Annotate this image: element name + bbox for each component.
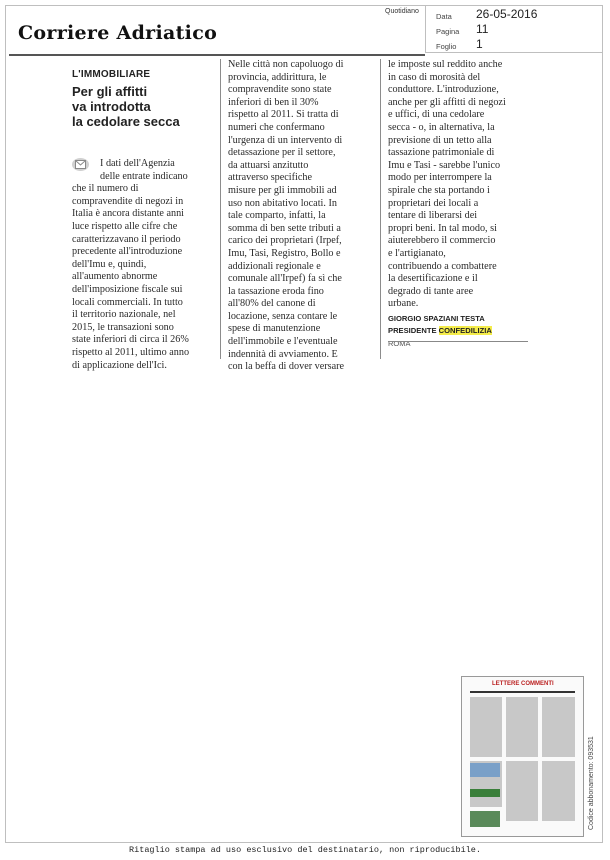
article-column-3	[388, 59, 528, 351]
thumbnail-section-title: LETTERE COMMENTI	[492, 681, 554, 687]
text-line: e l'artigianato,	[388, 247, 446, 259]
data-value: 26-05-2016	[476, 7, 538, 21]
text-line: il territorio nazionale, nel	[72, 309, 176, 321]
subscription-code-text: Codice abbonamento: 093531	[588, 736, 595, 830]
text-line: 2015, le transazioni sono	[72, 321, 174, 333]
text-line: rispetto al 2011. Si tratta di	[228, 109, 339, 121]
masthead: Corriere Adriatico	[18, 22, 218, 44]
text-line: Italia è ancora distante anni	[72, 208, 185, 220]
text-line: tassazione patrimoniale di	[388, 147, 495, 159]
text-line: all'80% del canone di	[228, 298, 316, 310]
masthead-rule	[9, 54, 425, 56]
text-line: degrado di tante aree	[388, 285, 474, 297]
foglio-value: 1	[476, 37, 483, 51]
dateline-city: ROMA	[388, 339, 411, 349]
footer-notice: Ritaglio stampa ad uso esclusivo del destinatario, non riproducibile.	[129, 845, 481, 855]
text-line: aiuterebbero il commercio	[388, 235, 496, 247]
text-line: con la beffa di dover versare	[228, 361, 345, 373]
signature-role-line	[388, 325, 528, 338]
article-headline	[72, 84, 212, 129]
data-label: Data	[436, 12, 452, 21]
text-line: somma di ben sette tributi a	[228, 222, 341, 234]
text-line: conduttore. L'introduzione,	[388, 84, 499, 96]
text-line: comunale all'Irpef) fa sì che	[228, 273, 342, 285]
signature-rule	[388, 341, 528, 342]
headline-line: va introdotta	[72, 99, 151, 114]
column-divider	[380, 59, 381, 359]
text-line: tale comparto, infatti, la	[228, 210, 326, 222]
text-line: carico dei proprietari (Irpef,	[228, 235, 342, 247]
text-line: compravendite di negozi in	[72, 195, 184, 207]
text-line: propri beni. In tal modo, si	[388, 222, 497, 234]
text-line: Nelle città non capoluogo di	[228, 59, 344, 70]
text-line: dell'immobile e l'eventuale	[228, 336, 338, 348]
text-line: attraverso specifiche	[228, 172, 313, 184]
text-line: provincia, addirittura, le	[228, 71, 327, 83]
text-line: di applicazione dell'Ici.	[72, 359, 167, 371]
text-line: locazione, senza contare le	[228, 310, 338, 322]
text-line: addizionali regionale e	[228, 260, 321, 272]
text-line: l'urgenza di un intervento di	[228, 134, 343, 146]
text-line: secca - o, in alternativa, la	[388, 121, 495, 133]
text-line: la desertificazione e il	[388, 273, 478, 285]
headline-line: la cedolare secca	[72, 114, 180, 129]
foglio-label: Foglio	[436, 42, 457, 51]
quotidiano-label: Quotidiano	[385, 8, 419, 15]
text-line: contribuendo a combattere	[388, 260, 497, 272]
text-line: precedente all'introduzione	[72, 246, 183, 258]
text-line: Imu, Tasi, Registro, Bollo e	[228, 247, 341, 259]
article-kicker: L'IMMOBILIARE	[72, 69, 151, 80]
subscription-code	[588, 700, 600, 830]
text-line: spirale che sta portando i	[388, 184, 490, 196]
text-line: e uffici, di una cedolare	[388, 109, 485, 121]
text-line: I dati dell'Agenzia	[100, 158, 175, 169]
text-line: tentare di liberarsi dei	[388, 210, 478, 222]
text-line: spese di manutenzione	[228, 323, 321, 335]
text-line: anche per gli affitti di negozi	[388, 96, 506, 108]
text-line: urbane.	[388, 298, 419, 310]
text-line: indennità di avviamento. E	[228, 348, 338, 360]
text-line: la tassazione eroda fino	[228, 285, 324, 297]
text-line: locali commerciali. In tutto	[72, 296, 183, 308]
text-line: in caso di morosità del	[388, 71, 481, 83]
signature-org: CONFEDILIZIA	[438, 326, 492, 336]
column-divider	[220, 59, 221, 359]
text-line: inferiori di ben il 30%	[228, 96, 319, 108]
signature-role: PRESIDENTE	[388, 326, 437, 336]
page-thumbnail	[461, 676, 584, 837]
text-line: detassazione per il settore,	[228, 147, 336, 159]
signature-name: GIORGIO SPAZIANI TESTA	[388, 313, 485, 323]
article-column-2	[228, 59, 371, 374]
text-line: delle entrate indicano	[100, 170, 188, 182]
article-column-1	[72, 158, 212, 372]
text-line: dell'imposizione fiscale sui	[72, 283, 183, 295]
text-line: misure per gli immobili ad	[228, 184, 337, 196]
headline-line: Per gli affitti	[72, 84, 148, 99]
text-line: modo per interrompere la	[388, 172, 492, 184]
text-line: proprietari dei locali a	[388, 197, 479, 209]
text-line: da attuarsi anzitutto	[228, 159, 309, 171]
text-line: Imu e Tasi - sarebbe l'unico	[388, 159, 501, 171]
text-line: compravendite sono state	[228, 84, 332, 96]
text-line: dell'Imu e, quindi,	[72, 258, 147, 270]
text-line: le imposte sul reddito anche	[388, 59, 503, 70]
text-line: che il numero di	[72, 183, 139, 195]
column-3-text	[388, 59, 528, 311]
text-line: all'aumento abnorme	[72, 271, 158, 283]
text-line: previsione di un tetto alla	[388, 134, 492, 146]
text-line: luce rispetto alle cifre che	[72, 220, 178, 232]
text-line: uso non abitativo locati. In	[228, 197, 337, 209]
text-line: caratterizzavano il periodo	[72, 233, 181, 245]
info-box	[425, 5, 603, 53]
text-line: numeri che confermano	[228, 121, 325, 133]
text-line: rispetto al 2011, ultimo anno	[72, 346, 190, 358]
text-line: state inferiori di circa il 26%	[72, 334, 189, 346]
pagina-value: 11	[476, 22, 489, 36]
pagina-label: Pagina	[436, 27, 460, 36]
